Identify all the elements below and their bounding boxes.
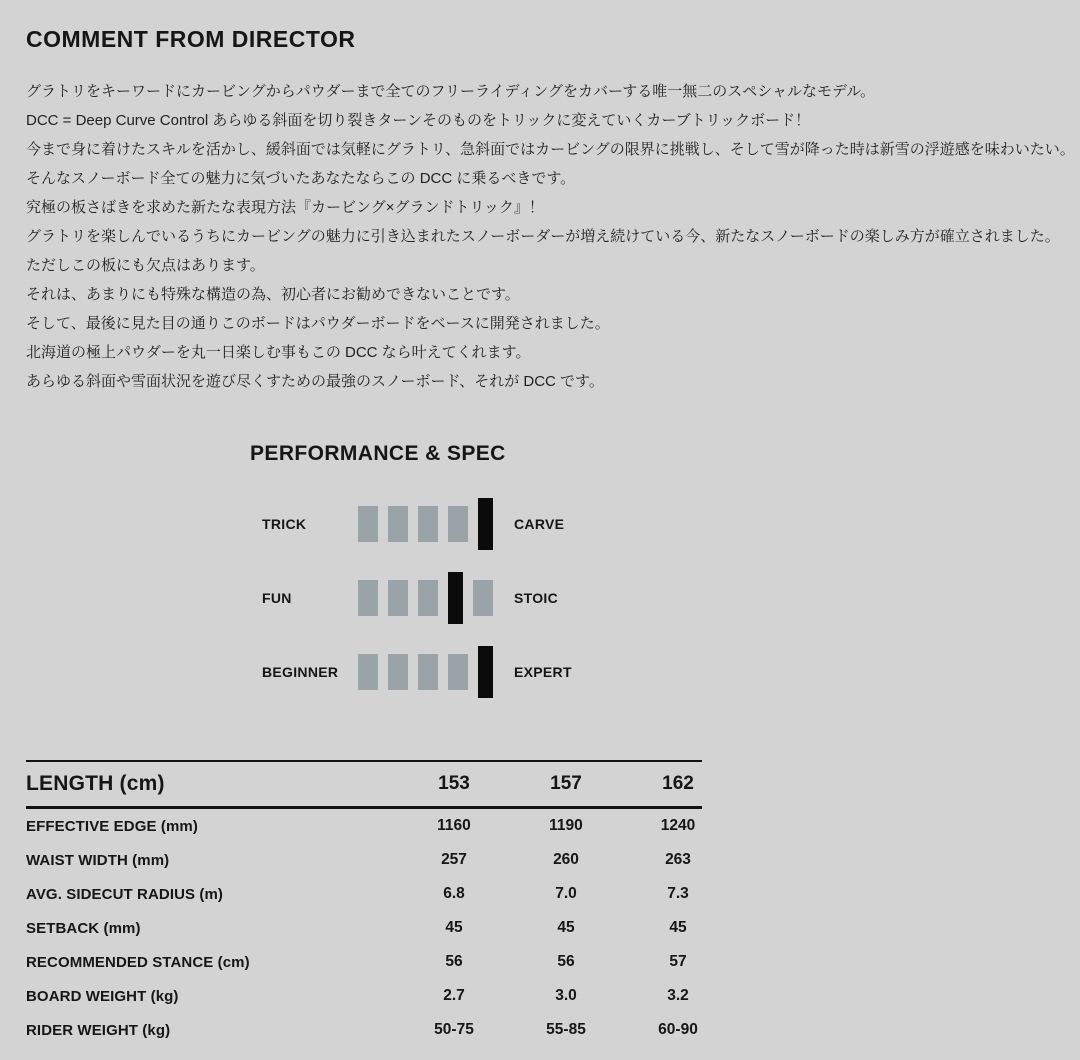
rating-bar (448, 506, 468, 542)
spec-row-label: BOARD WEIGHT (kg) (26, 987, 179, 1005)
rating-left-label: BEGINNER (262, 664, 339, 680)
rating-bar (418, 580, 438, 616)
spec-row-setback (26, 911, 734, 945)
comment-line: そんなスノーボード全ての魅力に気づいたあなたならこの DCC に乗るべきです。 (26, 170, 576, 187)
comment-line: 今まで身に着けたスキルを活かし、緩斜面では気軽にグラトリ、急斜面ではカービングの限界に挑戦し、そして雪が降った時は新雪の浮遊感を味わいたい。 (26, 141, 1075, 158)
rating-bar (418, 654, 438, 690)
performance-spec-title: PERFORMANCE & SPEC (250, 442, 506, 465)
spec-row-label: RECOMMENDED STANCE (cm) (26, 953, 250, 971)
rating-bar (388, 580, 408, 616)
spec-row-value: 50-75 (434, 1021, 474, 1038)
spec-row-value: 45 (557, 919, 575, 936)
spec-row-waist-width (26, 843, 734, 877)
comment-line: 北海道の極上パウダーを丸一日楽しむ事もこの DCC なら叶えてくれます。 (26, 344, 531, 361)
spec-row-value: 1160 (437, 817, 471, 834)
spec-row-sidecut-radius (26, 877, 734, 911)
spec-table (26, 760, 734, 1047)
spec-row-value: 60-90 (658, 1021, 698, 1038)
rating-row-beginner-expert (262, 646, 1054, 698)
spec-row-effective-edge (26, 809, 734, 843)
rating-bar (418, 506, 438, 542)
spec-row-label: AVG. SIDECUT RADIUS (m) (26, 885, 224, 903)
spec-row-value: 56 (445, 953, 463, 970)
spec-row-value: 7.3 (667, 885, 689, 902)
spec-header-value: 162 (662, 773, 694, 794)
spec-row-value: 45 (445, 919, 463, 936)
spec-row-value: 3.2 (667, 987, 689, 1004)
rating-bars (358, 646, 490, 698)
comment-line: それは、あまりにも特殊な構造の為、初心者にお勧めできないことです。 (26, 286, 520, 303)
spec-header-row (26, 762, 734, 806)
spec-row-value: 6.8 (443, 885, 465, 902)
spec-row-value: 260 (553, 851, 579, 868)
rating-marker-bar (478, 646, 493, 698)
rating-bar (473, 580, 493, 616)
comment-line: DCC = Deep Curve Control あらゆる斜面を切り裂きターンそのものをトリックに変えていくカーブトリックボード！ (26, 112, 811, 129)
rating-right-label: CARVE (514, 516, 565, 532)
spec-row-value: 2.7 (443, 987, 465, 1004)
spec-row-value: 55-85 (546, 1021, 586, 1038)
rating-left-label: TRICK (262, 516, 307, 532)
rating-right-label: STOIC (514, 590, 559, 606)
spec-row-value: 263 (665, 851, 691, 868)
page-title: COMMENT FROM DIRECTOR (26, 26, 356, 52)
performance-spec-section (250, 442, 1054, 698)
director-comment (26, 77, 1075, 396)
rating-bar (358, 506, 378, 542)
spec-header-value: 157 (550, 773, 582, 794)
rating-row-trick-carve (262, 498, 1054, 550)
rating-bar (388, 654, 408, 690)
rating-bar (448, 654, 468, 690)
spec-header-label: LENGTH (cm) (26, 772, 165, 795)
comment-line: あらゆる斜面や雪面状況を遊び尽くすための最強のスノーボード、それが DCC です。 (26, 373, 604, 390)
spec-row-value: 257 (441, 851, 467, 868)
rating-bars (358, 498, 490, 550)
spec-row-value: 1190 (549, 817, 583, 834)
rating-bar (388, 506, 408, 542)
spec-row-value: 1240 (660, 817, 696, 834)
spec-row-label: WAIST WIDTH (mm) (26, 851, 170, 869)
comment-line: ただしこの板にも欠点はあります。 (26, 257, 265, 274)
spec-row-rider-weight (26, 1013, 734, 1047)
spec-row-value: 3.0 (555, 987, 577, 1004)
rating-bar (358, 654, 378, 690)
comment-line: グラトリをキーワードにカービングからパウダーまで全てのフリーライディングをカバーする唯一無二のスペシャルなモデル。 (26, 83, 876, 100)
comment-line: グラトリを楽しんでいるうちにカービングの魅力に引き込まれたスノーボーダーが増え続けている今、新たなスノーボードの楽しみ方が確立されました。 (26, 228, 1060, 245)
comment-line: そして、最後に見た目の通りこのボードはパウダーボードをベースに開発されました。 (26, 315, 610, 332)
spec-row-value: 57 (669, 953, 687, 970)
spec-row-label: SETBACK (mm) (26, 919, 141, 937)
comment-line: 究極の板さばきを求めた新たな表現方法『カービング×グランドトリック』！ (26, 199, 544, 216)
spec-header-value: 153 (438, 773, 470, 794)
rating-row-fun-stoic (262, 572, 1054, 624)
rating-left-label: FUN (262, 590, 292, 606)
rating-marker-bar (448, 572, 463, 624)
spec-row-recommended-stance (26, 945, 734, 979)
spec-row-label: RIDER WEIGHT (kg) (26, 1021, 171, 1039)
rating-right-label: EXPERT (514, 664, 572, 680)
spec-row-value: 56 (557, 953, 575, 970)
spec-row-value: 45 (669, 919, 687, 936)
rating-bar (358, 580, 378, 616)
spec-row-board-weight (26, 979, 734, 1013)
spec-row-value: 7.0 (555, 885, 577, 902)
spec-row-label: EFFECTIVE EDGE (mm) (26, 817, 198, 835)
rating-marker-bar (478, 498, 493, 550)
rating-bars (358, 572, 490, 624)
